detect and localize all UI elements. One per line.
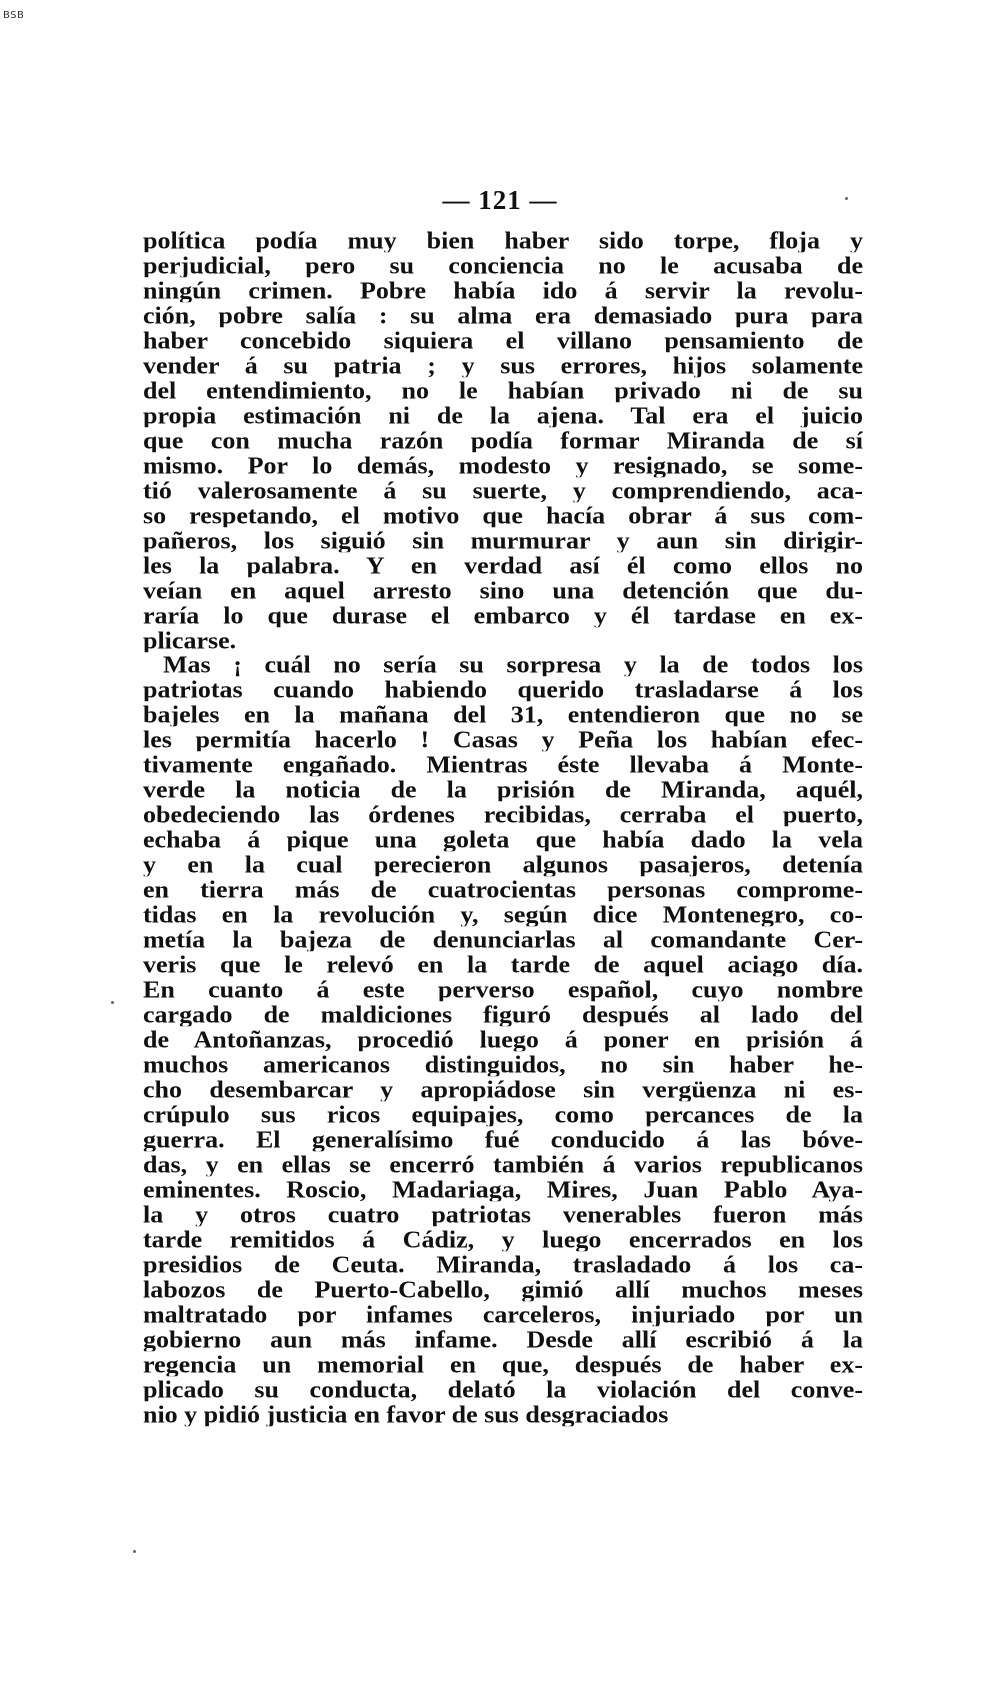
- text-line: verde la noticia de la prisión de Miranda, aquél,: [143, 778, 863, 802]
- text-line: y en la cual perecieron algunos pasajeros, detenía: [143, 852, 863, 877]
- text-line: tió valerosamente á su suerte, y comprendiendo, aca-: [143, 478, 863, 502]
- text-line: ción, pobre salía : su alma era demasiado pura para: [143, 303, 863, 328]
- text-line: de Antoñanzas, procedió luego á poner en prisión á: [143, 1027, 863, 1052]
- text-line: eminentes. Roscio, Madariaga, Mires, Juan Pablo Aya-: [143, 1177, 863, 1202]
- text-line: les permitía hacerlo ! Casas y Peña los habían efec-: [143, 728, 863, 752]
- text-line: obedeciendo las órdenes recibidas, cerraba el puerto,: [143, 803, 863, 827]
- text-line: nio y pidió justicia en favor de sus desgraciados: [143, 1402, 669, 1426]
- speck: [111, 1001, 114, 1004]
- text-line: en tierra más de cuatrocientas personas comprome-: [143, 877, 863, 902]
- text-line: tivamente engañado. Mientras éste llevaba á Monte-: [143, 753, 863, 777]
- text-line: regencia un memorial en que, después de haber ex-: [143, 1352, 863, 1376]
- text-line: mismo. Por lo demás, modesto y resignado, se some-: [143, 453, 863, 477]
- text-line: gobierno aun más infame. Desde allí escribió á la: [143, 1327, 863, 1351]
- text-line: pañeros, los siguió sin murmurar y aun sin dirigir-: [143, 528, 863, 552]
- library-stamp: BSB: [3, 10, 25, 21]
- text-line: veían en aquel arresto sino una detención que du-: [143, 578, 863, 602]
- text-line: bajeles en la mañana del 31, entendieron que no se: [143, 703, 863, 727]
- text-line: labozos de Puerto-Cabello, gimió allí muchos meses: [143, 1277, 863, 1301]
- text-line: das, y en ellas se encerró también á varios republicanos: [143, 1152, 863, 1177]
- body-text: [143, 228, 863, 1427]
- text-line: so respetando, el motivo que hacía obrar á sus com-: [143, 503, 863, 527]
- text-line: la y otros cuatro patriotas venerables fueron más: [143, 1202, 863, 1227]
- text-line: tidas en la revolución y, según dice Montenegro, co-: [143, 902, 863, 927]
- text-line: tarde remitidos á Cádiz, y luego encerrados en los: [143, 1227, 863, 1251]
- text-line: En cuanto á este perverso español, cuyo nombre: [143, 977, 863, 1002]
- page-number: — 121 —: [442, 185, 558, 215]
- text-line: Mas ¡ cuál no sería su sorpresa y la de todos los: [163, 653, 863, 677]
- text-line: presidios de Ceuta. Miranda, trasladado á los ca-: [143, 1252, 863, 1276]
- text-line: propia estimación ni de la ajena. Tal era el juicio: [143, 403, 863, 428]
- text-line: raría lo que durase el embarco y él tardase en ex-: [143, 603, 863, 627]
- text-line: plicarse.: [143, 628, 237, 652]
- text-line: plicado su conducta, delató la violación del conve-: [143, 1377, 863, 1401]
- text-line: perjudicial, pero su conciencia no le acusaba de: [143, 253, 863, 278]
- speck: [133, 1550, 136, 1553]
- text-line: muchos americanos distinguidos, no sin haber he-: [143, 1052, 863, 1077]
- text-line: haber concebido siquiera el villano pensamiento de: [143, 328, 863, 353]
- text-line: del entendimiento, no le habían privado ni de su: [143, 378, 863, 403]
- text-line: echaba á pique una goleta que había dado la vela: [143, 827, 863, 852]
- text-line: cho desembarcar y apropiádose sin vergüenza ni es-: [143, 1077, 863, 1102]
- text-line: metía la bajeza de denunciarlas al comandante Cer-: [143, 927, 863, 952]
- text-line: cargado de maldiciones figuró después al lado del: [143, 1002, 863, 1027]
- text-line: que con mucha razón podía formar Miranda de sí: [143, 428, 863, 452]
- text-line: política podía muy bien haber sido torpe, floja y: [143, 228, 863, 253]
- text-line: veris que le relevó en la tarde de aquel aciago día.: [143, 952, 863, 977]
- text-line: patriotas cuando habiendo querido trasladarse á los: [143, 678, 863, 702]
- text-line: guerra. El generalísimo fué conducido á las bóve-: [143, 1127, 863, 1152]
- text-line: les la palabra. Y en verdad así él como ellos no: [143, 553, 863, 577]
- text-line: maltratado por infames carceleros, injuriado por un: [143, 1302, 863, 1326]
- text-line: ningún crimen. Pobre había ido á servir la revolu-: [143, 278, 863, 303]
- text-line: vender á su patria ; y sus errores, hijos solamente: [143, 353, 863, 378]
- text-line: crúpulo sus ricos equipajes, como percances de la: [143, 1102, 863, 1127]
- speck: [845, 197, 848, 200]
